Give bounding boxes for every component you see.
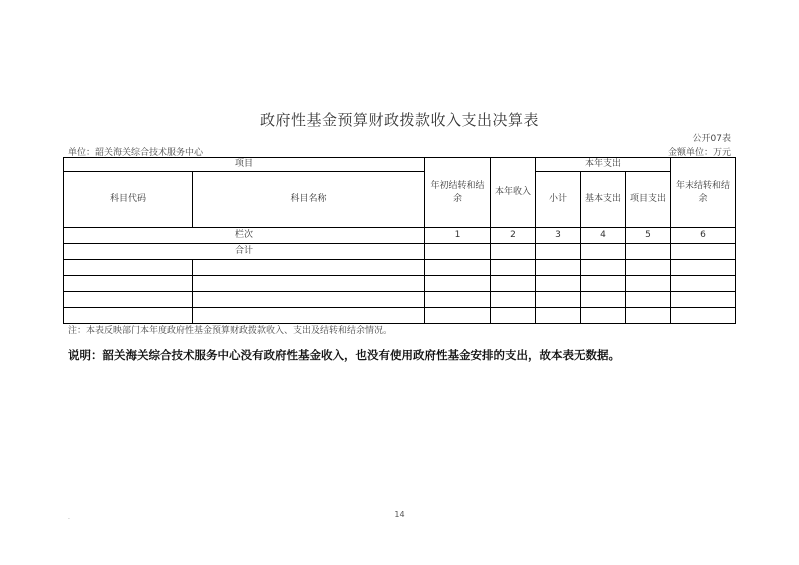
table-cell <box>425 292 491 308</box>
index-cell: 1 <box>425 228 491 244</box>
header-end-balance: 年末结转和结余 <box>671 158 736 228</box>
header-project: 项目 <box>64 158 425 172</box>
table-cell <box>626 260 671 276</box>
total-label: 合计 <box>64 244 425 260</box>
header-code: 科目代码 <box>64 172 193 228</box>
table-cell <box>581 244 626 260</box>
page-number: 14 <box>394 510 405 519</box>
table-cell <box>626 308 671 324</box>
header-name: 科目名称 <box>193 172 425 228</box>
table-cell <box>536 292 581 308</box>
index-row <box>64 228 736 244</box>
table-cell <box>626 276 671 292</box>
table-cell <box>425 244 491 260</box>
header-project-expense: 项目支出 <box>626 172 671 228</box>
index-cell: 2 <box>491 228 536 244</box>
table-cell <box>671 308 736 324</box>
table-cell <box>671 276 736 292</box>
header-expense: 本年支出 <box>536 158 671 172</box>
table-cell <box>491 292 536 308</box>
index-cell: 5 <box>626 228 671 244</box>
table-cell <box>425 308 491 324</box>
table-cell <box>193 292 425 308</box>
table-cell <box>64 276 193 292</box>
table-cell <box>671 292 736 308</box>
explanation-text: 说明：韶关海关综合技术服务中心没有政府性基金收入，也没有使用政府性基金安排的支出，故本表无数据。 <box>68 348 620 362</box>
document-title: 政府性基金预算财政拨款收入支出决算表 <box>259 111 539 129</box>
header-basic: 基本支出 <box>581 172 626 228</box>
form-number: 公开07表 <box>692 134 731 144</box>
table-cell <box>581 308 626 324</box>
unit-label: 单位：韶关海关综合技术服务中心 <box>68 148 204 158</box>
table-row <box>64 292 736 308</box>
table-cell <box>536 276 581 292</box>
table-cell <box>626 244 671 260</box>
table-cell <box>491 276 536 292</box>
table-cell <box>491 244 536 260</box>
corner-mark: . <box>68 514 70 521</box>
table-cell <box>671 260 736 276</box>
table-cell <box>425 260 491 276</box>
table-cell <box>671 244 736 260</box>
header-begin-balance: 年初结转和结余 <box>425 158 491 228</box>
index-cell: 6 <box>671 228 736 244</box>
index-cell: 4 <box>581 228 626 244</box>
table-cell <box>193 260 425 276</box>
table-cell <box>581 260 626 276</box>
header-row-2 <box>64 172 736 228</box>
table-cell <box>64 260 193 276</box>
table-cell <box>536 308 581 324</box>
index-label: 栏次 <box>64 228 425 244</box>
table-row <box>64 308 736 324</box>
header-subtotal: 小计 <box>536 172 581 228</box>
table-cell <box>581 276 626 292</box>
table-row <box>64 276 736 292</box>
table-cell <box>425 276 491 292</box>
table-cell <box>536 260 581 276</box>
table-cell <box>491 260 536 276</box>
table-cell <box>193 276 425 292</box>
index-cell: 3 <box>536 228 581 244</box>
header-income: 本年收入 <box>491 158 536 228</box>
table-note: 注：本表反映部门本年度政府性基金预算财政拨款收入、支出及结转和结余情况。 <box>68 326 393 336</box>
amount-unit: 金额单位：万元 <box>667 148 731 158</box>
table-cell <box>581 292 626 308</box>
budget-table <box>63 157 736 324</box>
total-row <box>64 244 736 260</box>
table-cell <box>491 308 536 324</box>
table-cell <box>536 244 581 260</box>
table-cell <box>64 292 193 308</box>
table-cell <box>64 308 193 324</box>
table-cell <box>626 292 671 308</box>
header-row-1 <box>64 158 736 172</box>
table-row <box>64 260 736 276</box>
table-cell <box>193 308 425 324</box>
